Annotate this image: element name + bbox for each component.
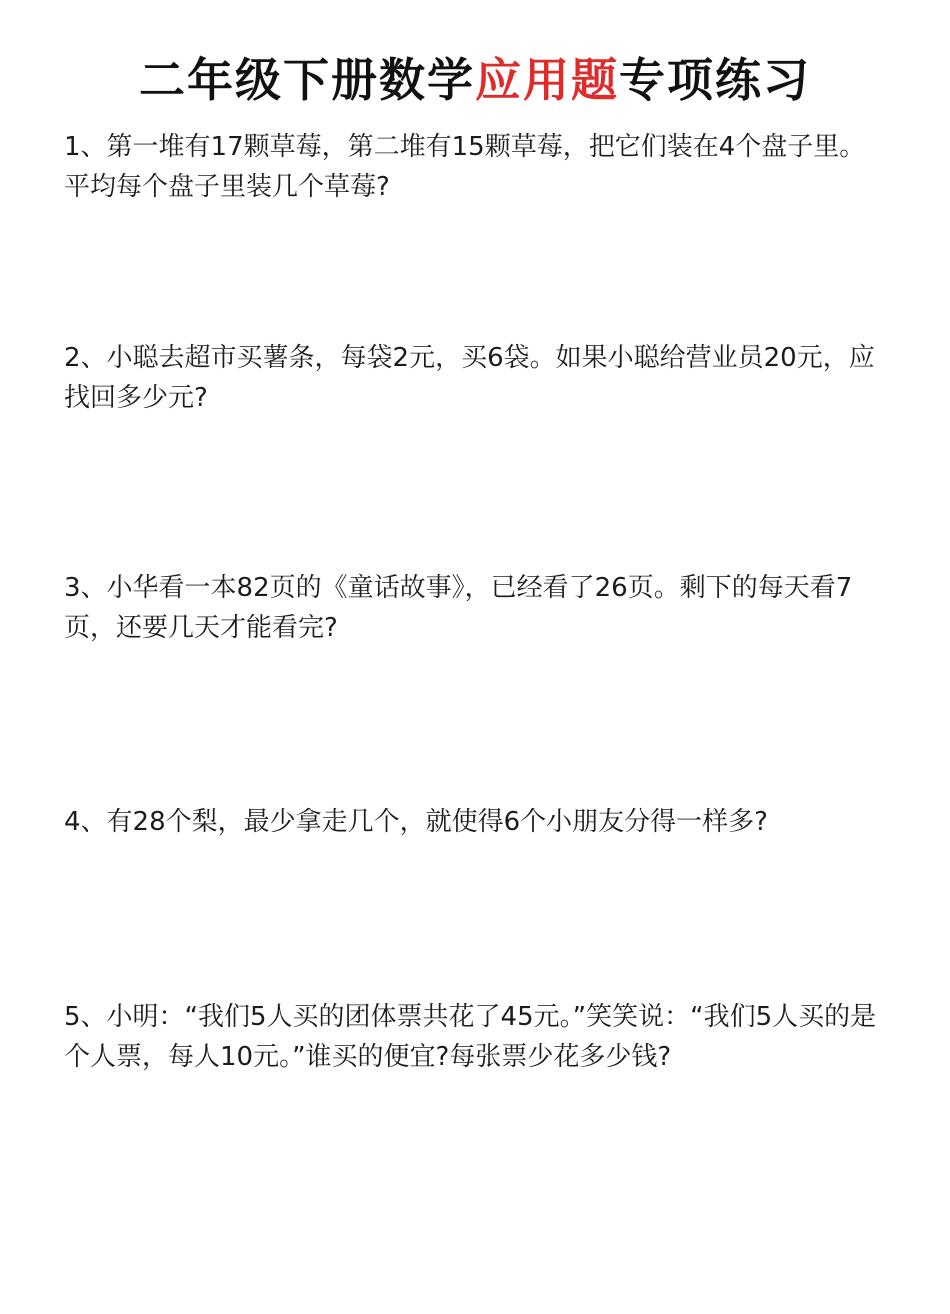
title-prefix: 二年级下册数学 — [139, 53, 475, 107]
question-3: 3、小华看一本82页的《童话故事》，已经看了26页。剩下的每天看7页，还要几天才能看完? — [64, 573, 853, 643]
question-5: 5、小明：“我们5人买的团体票共花了45元。”笑笑说：“我们5人买的是个人票，每人10元。”谁买的便宜?每张票少花多少钱? — [64, 1002, 877, 1072]
question-1: 1、第一堆有17颗草莓，第二堆有15颗草莓，把它们装在4个盘子里。平均每个盘子里装几个草莓? — [64, 132, 866, 202]
page-title — [0, 48, 950, 112]
question-2: 2、小聪去超市买薯条，每袋2元，买6袋。如果小聪给营业员20元，应找回多少元? — [64, 343, 875, 413]
title-highlight: 应用题 — [475, 53, 619, 107]
question-4: 4、有28个梨，最少拿走几个，就使得6个小朋友分得一样多? — [64, 807, 768, 837]
title-suffix: 专项练习 — [619, 53, 811, 107]
